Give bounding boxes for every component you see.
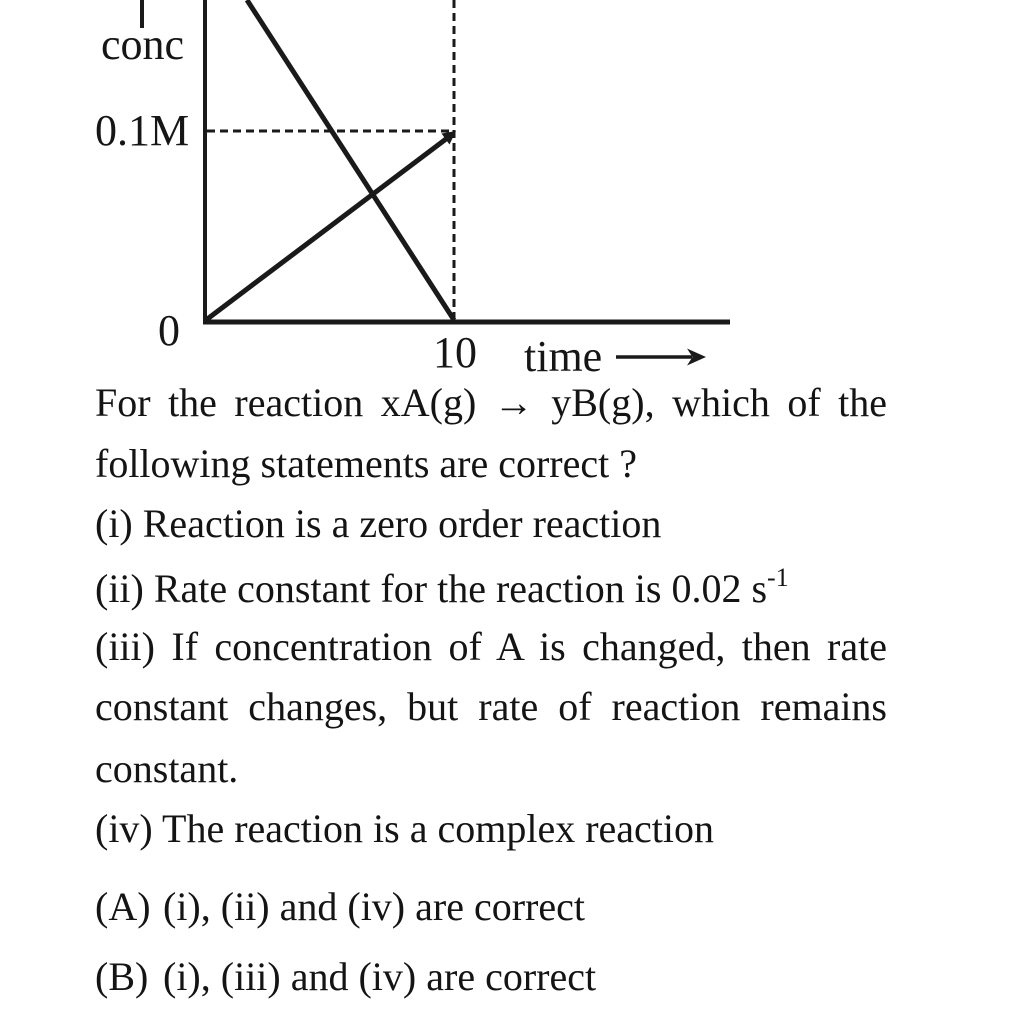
y-axis-label: conc [101,20,185,69]
statement-iii-line-2: constant changes, but rate of reaction remains [95,684,887,729]
statement-iii-line-3: constant. [95,746,239,791]
origin-label: 0 [158,306,180,355]
statement-ii [95,563,887,612]
question-line-1: For the reaction xA(g) → yB(g), which of the [95,380,887,425]
option-b-label: (B) [95,954,149,999]
statement-ii-main: (ii) Rate constant for the reaction is 0.02 s [95,566,768,611]
statement-iii-line-1: (iii) If concentration of A is changed, then rate [95,624,887,669]
statement-i: (i) Reaction is a zero order reaction [95,501,662,546]
product-b-line [206,136,450,320]
statement-ii-superscript: -1 [767,563,789,592]
option-b [95,954,887,1000]
question-line-2: following statements are correct ? [95,441,637,486]
statement-iv: (iv) The reaction is a complex reaction [95,806,715,851]
option-b-text: (i), (iii) and (iv) are correct [163,954,597,999]
option-a [95,884,887,930]
x-axis-label: time [524,332,603,381]
y-tick-label: 0.1M [95,106,190,155]
option-a-label: (A) [95,884,151,929]
x-tick-label: 10 [433,328,477,377]
reactant-a-line [247,0,454,320]
option-a-text: (i), (ii) and (iv) are correct [163,884,585,929]
